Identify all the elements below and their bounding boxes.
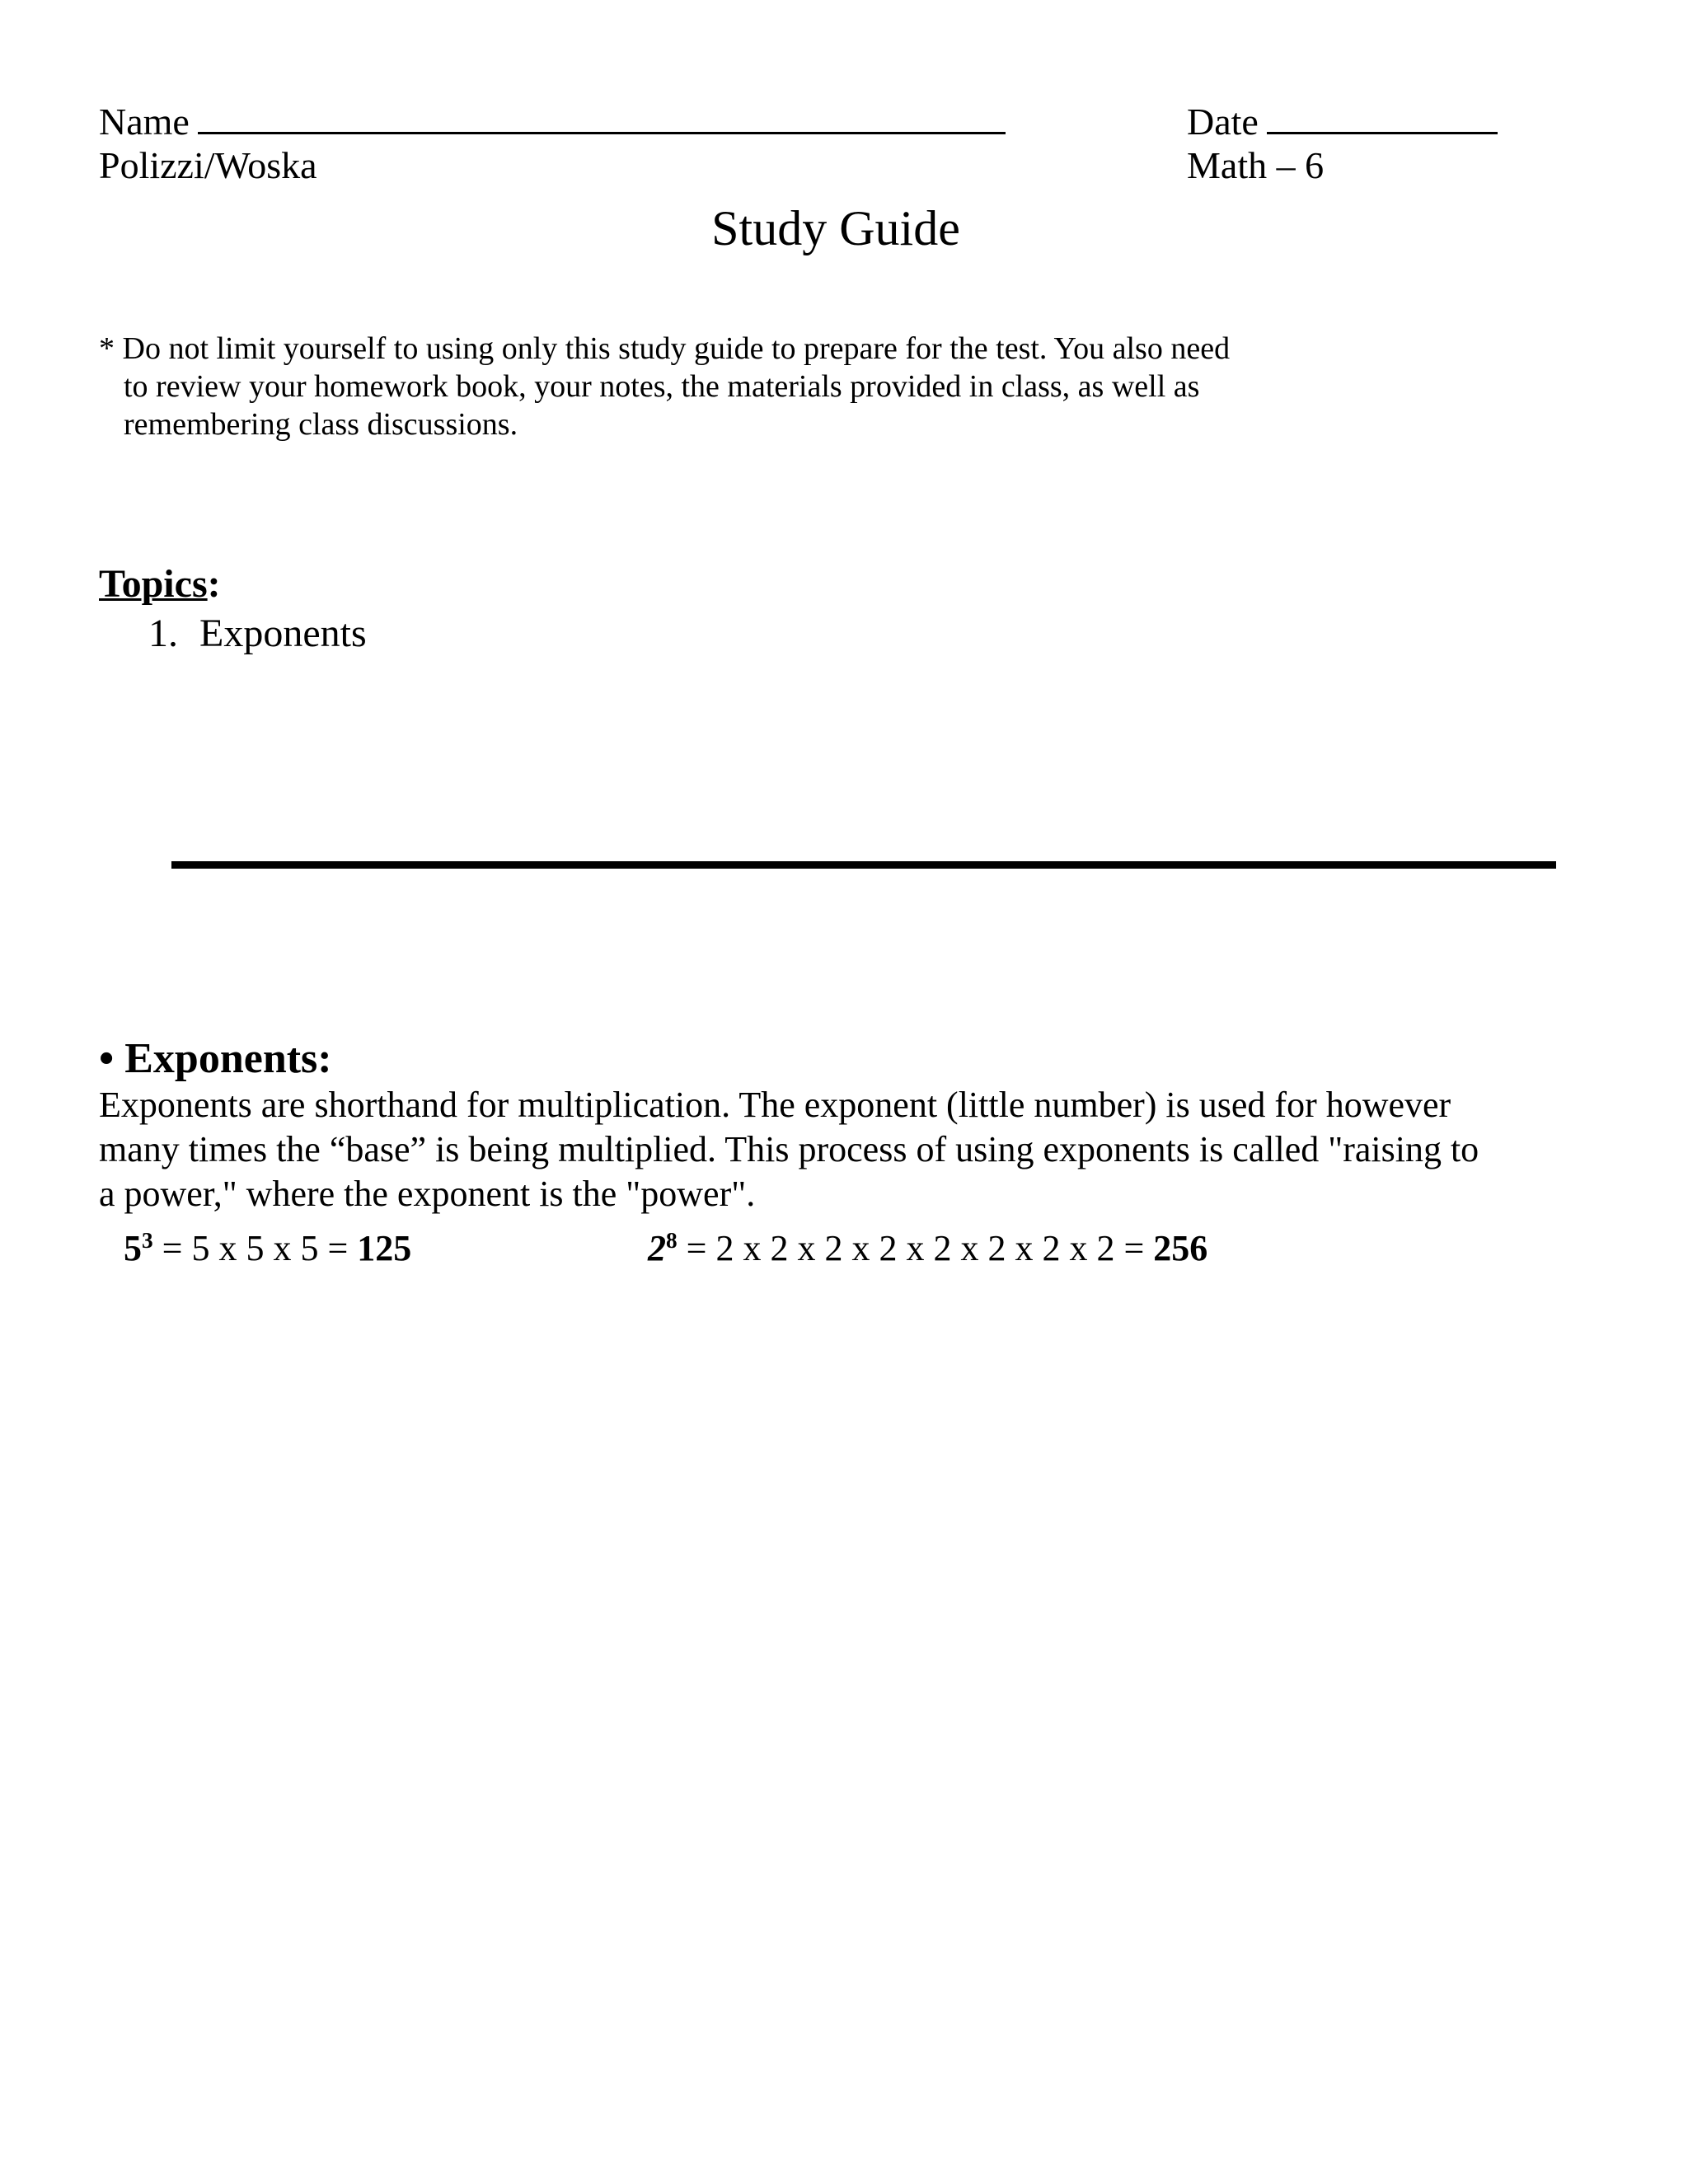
date-field-row: [1187, 99, 1498, 144]
paragraph-line: many times the “base” is being multiplied. This process of using exponents is called "raising to: [99, 1129, 1479, 1169]
course-label: Math – 6: [1187, 144, 1325, 186]
example-base: 5: [124, 1228, 142, 1268]
section-heading-text: Exponents:: [124, 1035, 332, 1082]
bullet-icon: •: [99, 1035, 115, 1082]
topic-list-item: [148, 610, 367, 658]
note-line: remembering class discussions.: [124, 407, 518, 442]
example-result: 256: [1153, 1228, 1208, 1268]
example-exponent: 3: [142, 1228, 153, 1253]
example-equation: [124, 1226, 411, 1271]
name-label: Name: [99, 101, 190, 143]
topics-heading-text: Topics: [99, 562, 208, 606]
example-equation: [648, 1226, 1207, 1271]
page-title: Study Guide: [711, 201, 960, 255]
example-exponent: 8: [666, 1228, 678, 1253]
note-line: to review your homework book, your notes, the materials provided in class, as well as: [124, 369, 1200, 404]
section-divider: [171, 861, 1556, 869]
paragraph-line: a power," where the exponent is the "power".: [99, 1174, 756, 1214]
teacher-names: Polizzi/Woska: [99, 144, 317, 186]
note-line: * Do not limit yourself to using only this study guide to prepare for the test. You also need: [99, 331, 1231, 366]
topic-number: 1.: [148, 612, 178, 655]
topic-label: Exponents: [199, 612, 367, 655]
section-heading: [99, 1033, 332, 1085]
topics-heading-colon: :: [207, 562, 221, 606]
paragraph-line: Exponents are shorthand for multiplication. The exponent (little number) is used for however: [99, 1085, 1451, 1125]
name-blank-line[interactable]: [198, 99, 1006, 134]
section-paragraph: [99, 1083, 1479, 1216]
study-note: [99, 330, 1230, 443]
date-blank-line[interactable]: [1267, 99, 1498, 134]
example-expansion: = 2 x 2 x 2 x 2 x 2 x 2 x 2 x 2 =: [677, 1228, 1154, 1268]
topics-heading: [99, 560, 221, 608]
example-base: 2: [648, 1228, 666, 1268]
name-field-row: [99, 99, 1006, 144]
date-label: Date: [1187, 101, 1259, 143]
example-expansion: = 5 x 5 x 5 =: [152, 1228, 358, 1268]
example-result: 125: [357, 1228, 412, 1268]
